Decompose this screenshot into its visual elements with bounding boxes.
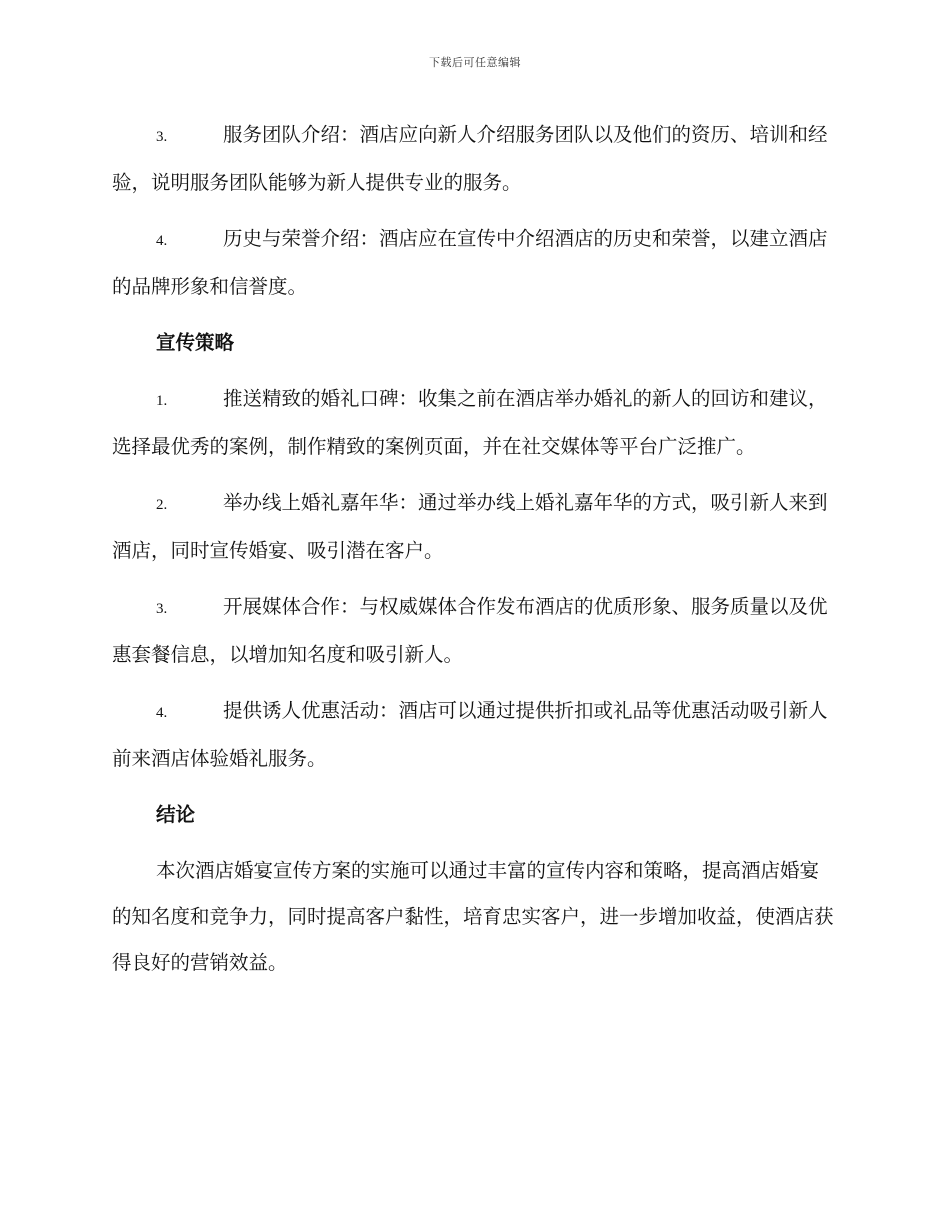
section-heading-conclusion: 结论 [156, 803, 196, 826]
list-item [112, 688, 836, 782]
list-item [112, 480, 836, 574]
list-text: 提供诱人优惠活动：酒店可以通过提供折扣或礼品等优惠活动吸引新人前来酒店体验婚礼服务。 [112, 699, 828, 770]
list-item [112, 376, 836, 470]
list-text: 历史与荣誉介绍：酒店应在宣传中介绍酒店的历史和荣誉，以建立酒店的品牌形象和信誉度。 [112, 227, 828, 298]
list-text: 推送精致的婚礼口碑：收集之前在酒店举办婚礼的新人的回访和建议，选择最优秀的案例，制作精致的案例页面，并在社交媒体等平台广泛推广。 [112, 387, 828, 458]
list-item [112, 112, 836, 206]
list-number: 3. [156, 129, 168, 145]
conclusion-paragraph: 本次酒店婚宴宣传方案的实施可以通过丰富的宣传内容和策略，提高酒店婚宴的知名度和竞争力，同时提高客户黏性，培育忠实客户，进一步增加收益，使酒店获得良好的营销效益。 [112, 859, 834, 974]
list-text: 服务团队介绍：酒店应向新人介绍服务团队以及他们的资历、培训和经验，说明服务团队能够为新人提供专业的服务。 [112, 123, 828, 194]
list-number: 4. [156, 233, 168, 249]
list-item [112, 584, 836, 678]
list-text: 开展媒体合作：与权威媒体合作发布酒店的优质形象、服务质量以及优惠套餐信息，以增加知名度和吸引新人。 [112, 595, 828, 666]
list-number: 4. [156, 705, 168, 721]
list-number: 3. [156, 601, 168, 617]
page-header: 下载后可任意编辑 [429, 56, 521, 69]
list-number: 2. [156, 497, 168, 513]
list-item [112, 216, 836, 310]
list-number: 1. [156, 393, 168, 409]
section-heading-strategy: 宣传策略 [156, 331, 235, 354]
list-text: 举办线上婚礼嘉年华：通过举办线上婚礼嘉年华的方式，吸引新人来到酒店，同时宣传婚宴、吸引潜在客户。 [112, 491, 828, 562]
document-body [112, 112, 836, 986]
